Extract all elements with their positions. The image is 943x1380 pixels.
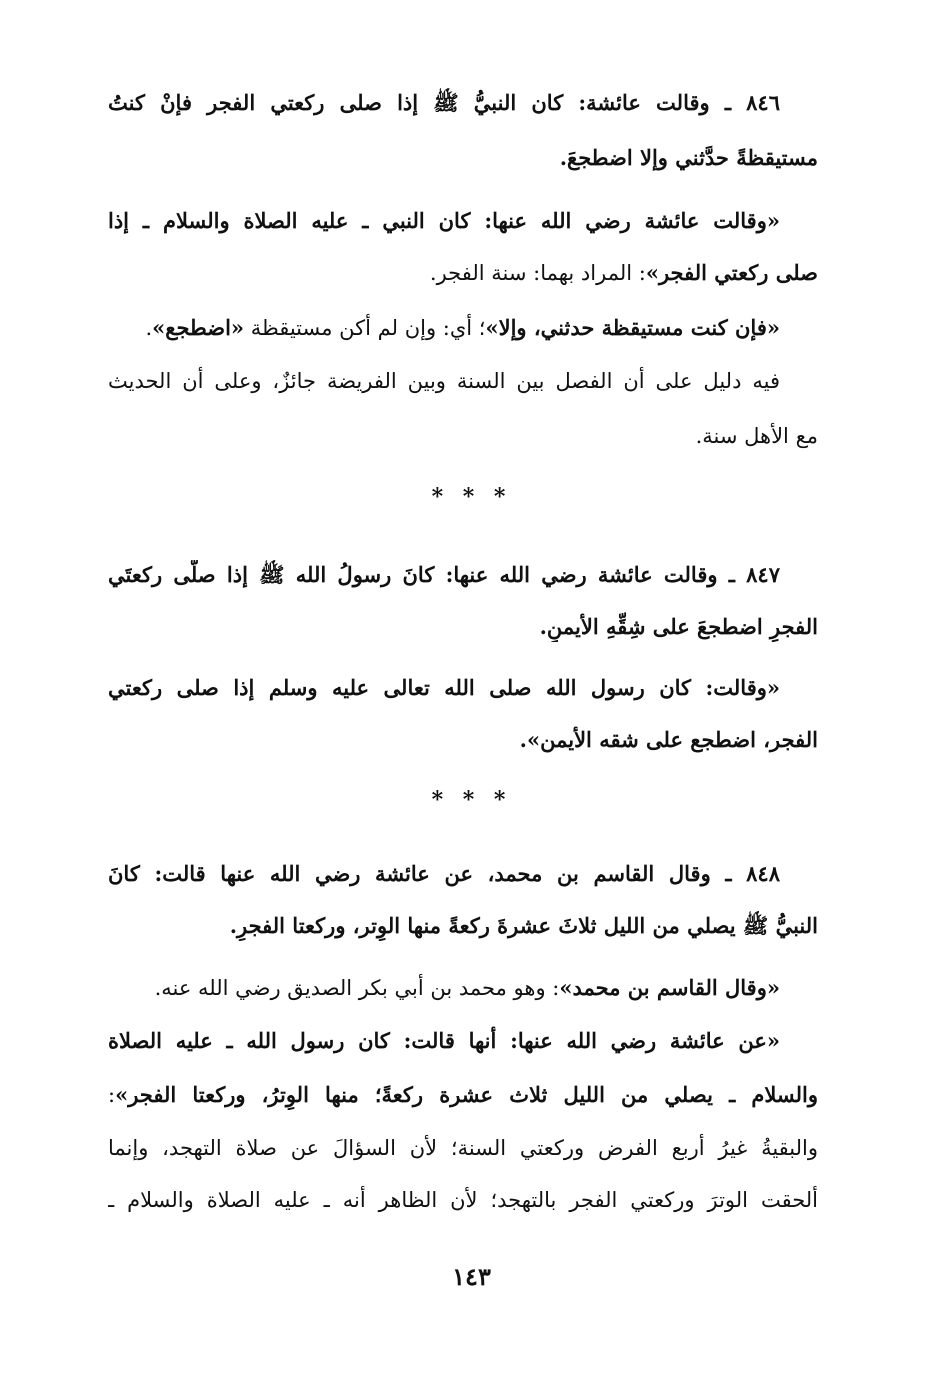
commentary-846-2-quote-1: «فإن كنت مستيقظة حدثني، وإلا» [485, 315, 780, 340]
commentary-846-1-line-2 [108, 258, 818, 288]
hadith-846-line-1: ٨٤٦ ـ وقالت عائشة: كان النبيُّ ﷺ إذا صلى ركعتي الفجر فإنْ كنتُ [108, 90, 780, 115]
page-number: ١٤٣ [452, 1262, 491, 1291]
commentary-846-1-quote: صلى ركعتي الفجر» [645, 260, 818, 285]
commentary-848-1-quote: «وقال القاسم بن محمد» [559, 975, 780, 1000]
commentary-846-1-explanation: : المراد بهما: سنة الفجر. [429, 261, 646, 285]
commentary-848-2-line-1: «عن عائشة رضي الله عنها: أنها قالت: كان رسول الله ـ عليه الصلاة [108, 1028, 780, 1053]
commentary-848-1-explanation: : وهو محمد بن أبي بكر الصديق رضي الله عنه. [154, 976, 560, 1000]
commentary-848-2-colon: : [108, 1083, 116, 1107]
commentary-848-1 [108, 973, 818, 1003]
section-separator: * * * [431, 484, 512, 510]
commentary-847-line-1: «وقالت: كان رسول الله صلى الله تعالى عليه وسلم إذا صلى ركعتي [108, 675, 780, 700]
commentary-846-2 [108, 313, 818, 343]
commentary-846-2-end: . [145, 316, 153, 340]
commentary-846-2-explanation: ؛ أي: وإن لم أكن مستيقظة [250, 316, 486, 340]
hadith-848-line-2: النبيُّ ﷺ يصلي من الليل ثلاثَ عشرةَ ركعةً منها الوِتر، وركعتا الفجرِ. [229, 913, 818, 938]
commentary-848-2-quote: والسلام ـ يصلي من الليل ثلاث عشرة ركعةً؛ منها الوِترُ، وركعتا الفجر» [115, 1082, 818, 1107]
section-separator: * * * [431, 787, 512, 813]
hadith-846-line-2: مستيقظةً حدَّثني وإلا اضطجعَ. [559, 145, 818, 170]
commentary-848-2-line-2 [108, 1080, 818, 1110]
commentary-846-3-line-2: مع الأهل سنة. [695, 424, 818, 448]
commentary-847-line-2: الفجر، اضطجع على شقه الأيمن». [519, 727, 818, 752]
hadith-848-line-1: ٨٤٨ ـ وقال القاسم بن محمد، عن عائشة رضي الله عنها قالت: كانَ [108, 861, 780, 886]
commentary-846-1-line-1: «وقالت عائشة رضي الله عنها: كان النبي ـ عليه الصلاة والسلام ـ إذا [108, 208, 780, 233]
hadith-847-line-1: ٨٤٧ ـ وقالت عائشة رضي الله عنها: كانَ رسولُ الله ﷺ إذا صلَّى ركعتَي [108, 562, 780, 587]
commentary-846-3-line-1: فيه دليل على أن الفصل بين السنة وبين الفريضة جائزٌ، وعلى أن الحديث [108, 369, 780, 393]
hadith-847-line-2: الفجرِ اضطجعَ على شِقِّهِ الأيمنِ. [539, 614, 818, 639]
commentary-848-3-line-2: ألحقت الوترَ وركعتي الفجر بالتهجد؛ لأن الظاهر أنه ـ عليه الصلاة والسلام ـ [108, 1188, 818, 1212]
commentary-846-2-quote-2: «اضطجع» [152, 315, 245, 340]
commentary-848-3-line-1: والبقيةُ غيرُ أربع الفرض وركعتي السنة؛ لأن السؤالَ عن صلاة التهجد، وإنما [108, 1136, 818, 1160]
